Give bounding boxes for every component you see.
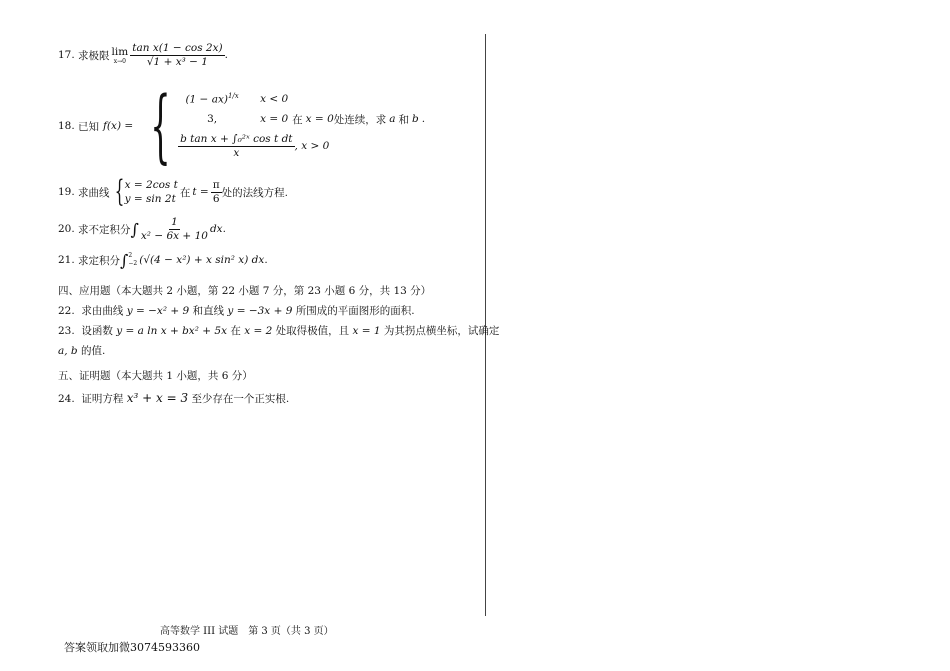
q18-case2-cond: x = 0 — [260, 113, 289, 125]
q17-denominator-text: 1 + x³ − 1 — [153, 55, 208, 68]
q20-number: 20. — [58, 223, 75, 235]
q18-case1-expr: (1 − ax) — [185, 93, 228, 106]
q18-fx: f(x) = — [103, 120, 134, 132]
q18-case-2 — [178, 110, 425, 128]
q23-function: y = a ln x + bx² + 5x — [116, 325, 228, 337]
q18-cases — [178, 88, 425, 164]
q17-number: 17. — [58, 49, 75, 61]
q19-t: t = — [192, 186, 209, 198]
q17-lim-sub: x→0 — [113, 57, 126, 65]
q21-number: 21. — [58, 254, 75, 266]
q23-text-extreme: 处取得极值，且 — [275, 325, 350, 337]
q24-rest: 至少存在一个正实根. — [191, 393, 290, 405]
q22-prompt: 求由曲线 — [81, 305, 124, 317]
q23-x1: x = 1 — [352, 325, 381, 337]
q23-x2: x = 2 — [244, 325, 273, 337]
q21-upper: 2 — [128, 252, 133, 259]
q18-case1-cond: x < 0 — [260, 93, 289, 105]
q18-text-and: 和 — [398, 113, 410, 126]
question-24 — [58, 391, 289, 406]
q18-case-3 — [178, 128, 425, 164]
q18-case3-denominator: x — [233, 146, 240, 159]
contact-note: 答案领取加微3074593360 — [64, 641, 200, 654]
q23-text-inflection: 为其拐点横坐标，试确定 — [383, 325, 500, 337]
question-20 — [58, 214, 226, 244]
q21-integral-sign: ∫ — [120, 250, 129, 270]
question-21 — [58, 248, 268, 272]
q17-lim — [112, 46, 129, 65]
q19-line1: x = 2cos t — [124, 179, 178, 191]
q19-line2: y = sin 2t — [124, 193, 176, 205]
q17-end: . — [224, 49, 228, 61]
q19-rest: 处的法线方程. — [221, 186, 288, 199]
question-19 — [58, 176, 288, 208]
q18-brace-icon: { — [150, 79, 171, 172]
q20-end: . — [222, 223, 226, 235]
q18-case-1 — [178, 88, 425, 110]
q19-fraction — [211, 179, 222, 206]
q20-dx: dx — [209, 223, 223, 235]
question-17 — [58, 38, 228, 72]
q22-curve: y = −x² + 9 — [126, 305, 190, 317]
q19-pi: π — [212, 178, 220, 191]
q24-prompt: 证明方程 — [81, 393, 124, 405]
q23-ab: a, b — [58, 345, 78, 357]
q20-denominator: x² − 6x + 10 — [140, 229, 208, 242]
q23-rest: 的值. — [81, 345, 106, 357]
page-footer: 高等数学 III 试题 第 3 页（共 3 页） — [160, 626, 334, 637]
q22-rest: 所围成的平面图形的面积. — [295, 305, 415, 317]
q19-text-at: 在 — [179, 186, 191, 199]
q18-text-at: 在 — [292, 113, 303, 126]
q21-limits — [128, 252, 137, 268]
q17-lim-label: lim — [111, 45, 129, 58]
section-4-title: 四、应用题（本大题共 2 小题，第 22 小题 7 分，第 23 小题 6 分，共 13 分） — [58, 285, 432, 297]
q19-param — [125, 178, 178, 206]
q17-prompt: 求极限 — [78, 49, 110, 62]
q22-and: 和直线 — [192, 305, 225, 317]
q18-var-b: b — [412, 113, 419, 125]
q18-text-continuous: 处连续，求 — [333, 113, 387, 126]
q18-case3-fraction — [178, 133, 294, 160]
q18-case1-exp: 1/x — [227, 92, 239, 101]
q24-number: 24. — [58, 393, 75, 405]
q24-equation: x³ + x = 3 — [126, 391, 189, 405]
q20-fraction — [139, 216, 210, 243]
q22-number: 22. — [58, 305, 75, 317]
q19-prompt: 求曲线 — [78, 186, 110, 199]
q21-lower: −2 — [128, 260, 138, 267]
q19-brace-icon: { — [114, 174, 124, 209]
q18-number: 18. — [58, 120, 75, 132]
q18-case3-cond: , x > 0 — [294, 140, 330, 152]
section-5-title: 五、证明题（本大题共 1 小题，共 6 分） — [58, 370, 253, 382]
question-23 — [58, 323, 499, 338]
q18-end: . — [421, 113, 426, 125]
q17-fraction — [130, 42, 224, 69]
question-23-line2 — [58, 343, 105, 358]
q20-integral-sign: ∫ — [130, 219, 139, 239]
q19-number: 19. — [58, 186, 75, 198]
q20-numerator: 1 — [171, 215, 178, 228]
q21-integrand: (√(4 − x²) + x sin² x) dx — [139, 254, 265, 266]
question-18 — [58, 79, 426, 172]
q20-prompt: 求不定积分 — [78, 223, 131, 236]
q21-end: . — [264, 254, 268, 266]
q22-line: y = −3x + 9 — [227, 305, 293, 317]
question-22 — [58, 303, 415, 318]
q18-x0: x = 0 — [305, 113, 334, 125]
q18-case2-expr: 3, — [207, 113, 218, 125]
q17-denominator: √1 + x³ − 1 — [146, 55, 208, 68]
q18-case3-numerator: b tan x + ∫₀²ˣ cos t dt — [180, 132, 293, 145]
q17-numerator: tan x(1 − cos 2x) — [132, 41, 223, 54]
q18-prompt: 已知 — [78, 120, 100, 133]
q23-number: 23. — [58, 325, 75, 337]
q23-text-at: 在 — [230, 325, 241, 337]
q19-six: 6 — [212, 192, 220, 205]
q23-prompt: 设函数 — [81, 325, 113, 337]
q21-prompt: 求定积分 — [78, 254, 121, 267]
q18-var-a: a — [389, 113, 396, 125]
